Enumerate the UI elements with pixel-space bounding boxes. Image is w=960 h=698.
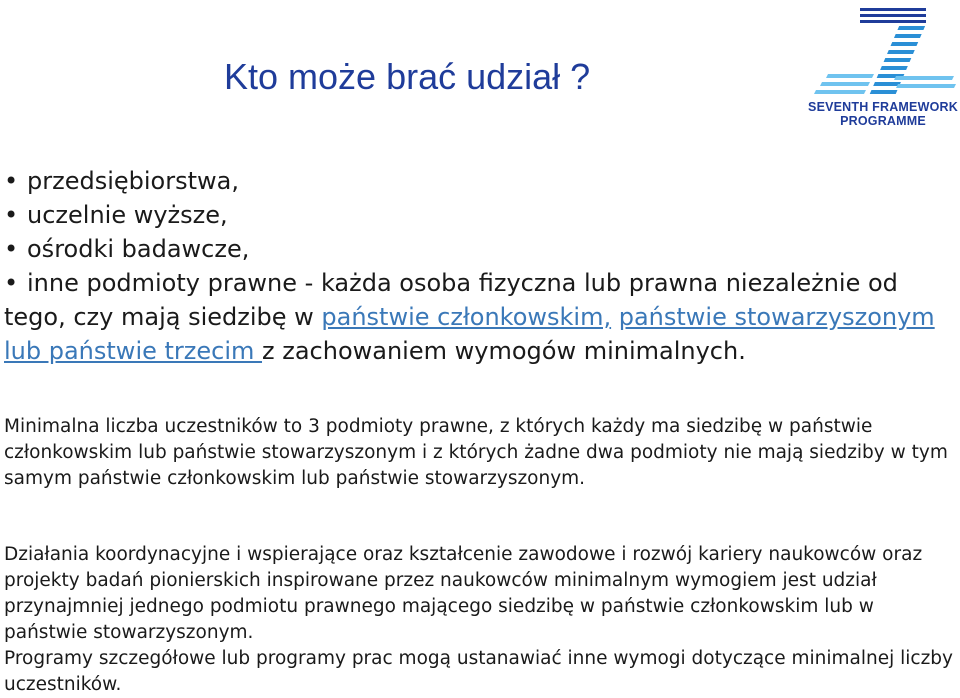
bullet-icon: • <box>4 235 19 263</box>
associated-third-country-link[interactable]: państwie stowarzyszonym lub państwie trzecim <box>4 303 935 365</box>
list-item-legal-entities: • inne podmioty prawne - każda osoba fizyczna lub prawna niezależnie od tego, czy mają siedzibę w państwie członkowskim, państwie stowarzyszonym lub państwie trzecim z zachowaniem wymogów minimalnych. <box>4 266 954 368</box>
fp7-logo <box>808 6 958 128</box>
participant-list <box>0 164 960 266</box>
coordination-actions-paragraph: Działania koordynacyjne i wspierające oraz kształcenie zawodowe i rozwój kariery naukowców oraz projekty badań pionierskich inspirowane przez naukowców minimalnym wymogiem jest udział przynajmniej jednego podmiotu prawnego mającego siedzibę w państwie członkowskim lub w państwie stowarzyszonym. Programy szczegółowe lub programy prac mogą ustanawiać inne wymogi dotyczące minimalnej liczby uczestników. <box>4 544 953 695</box>
slide-title: Kto może brać udział ? <box>224 56 591 97</box>
list-item: • ośrodki badawcze, <box>0 232 960 266</box>
list-item: • przedsiębiorstwa, <box>0 164 960 198</box>
member-state-link[interactable]: państwie członkowskim, <box>321 303 612 331</box>
fp7-seven-stripes-icon <box>808 6 958 100</box>
bullet-icon: • <box>4 167 19 195</box>
bullet-icon: • <box>4 201 19 229</box>
logo-text-line1: SEVENTH FRAMEWORK <box>808 100 958 114</box>
bullet-icon: • <box>4 269 19 297</box>
minimum-participants-paragraph: Minimalna liczba uczestników to 3 podmioty prawne, z których każdy ma siedzibę w państwie członkowskim lub państwie stowarzyszonym i z których żadne dwa podmioty nie mają siedziby w tym samym państwie członkowskim lub państwie stowarzyszonym. <box>4 416 948 489</box>
list-item: • uczelnie wyższe, <box>0 198 960 232</box>
logo-text-line2: PROGRAMME <box>840 114 926 128</box>
